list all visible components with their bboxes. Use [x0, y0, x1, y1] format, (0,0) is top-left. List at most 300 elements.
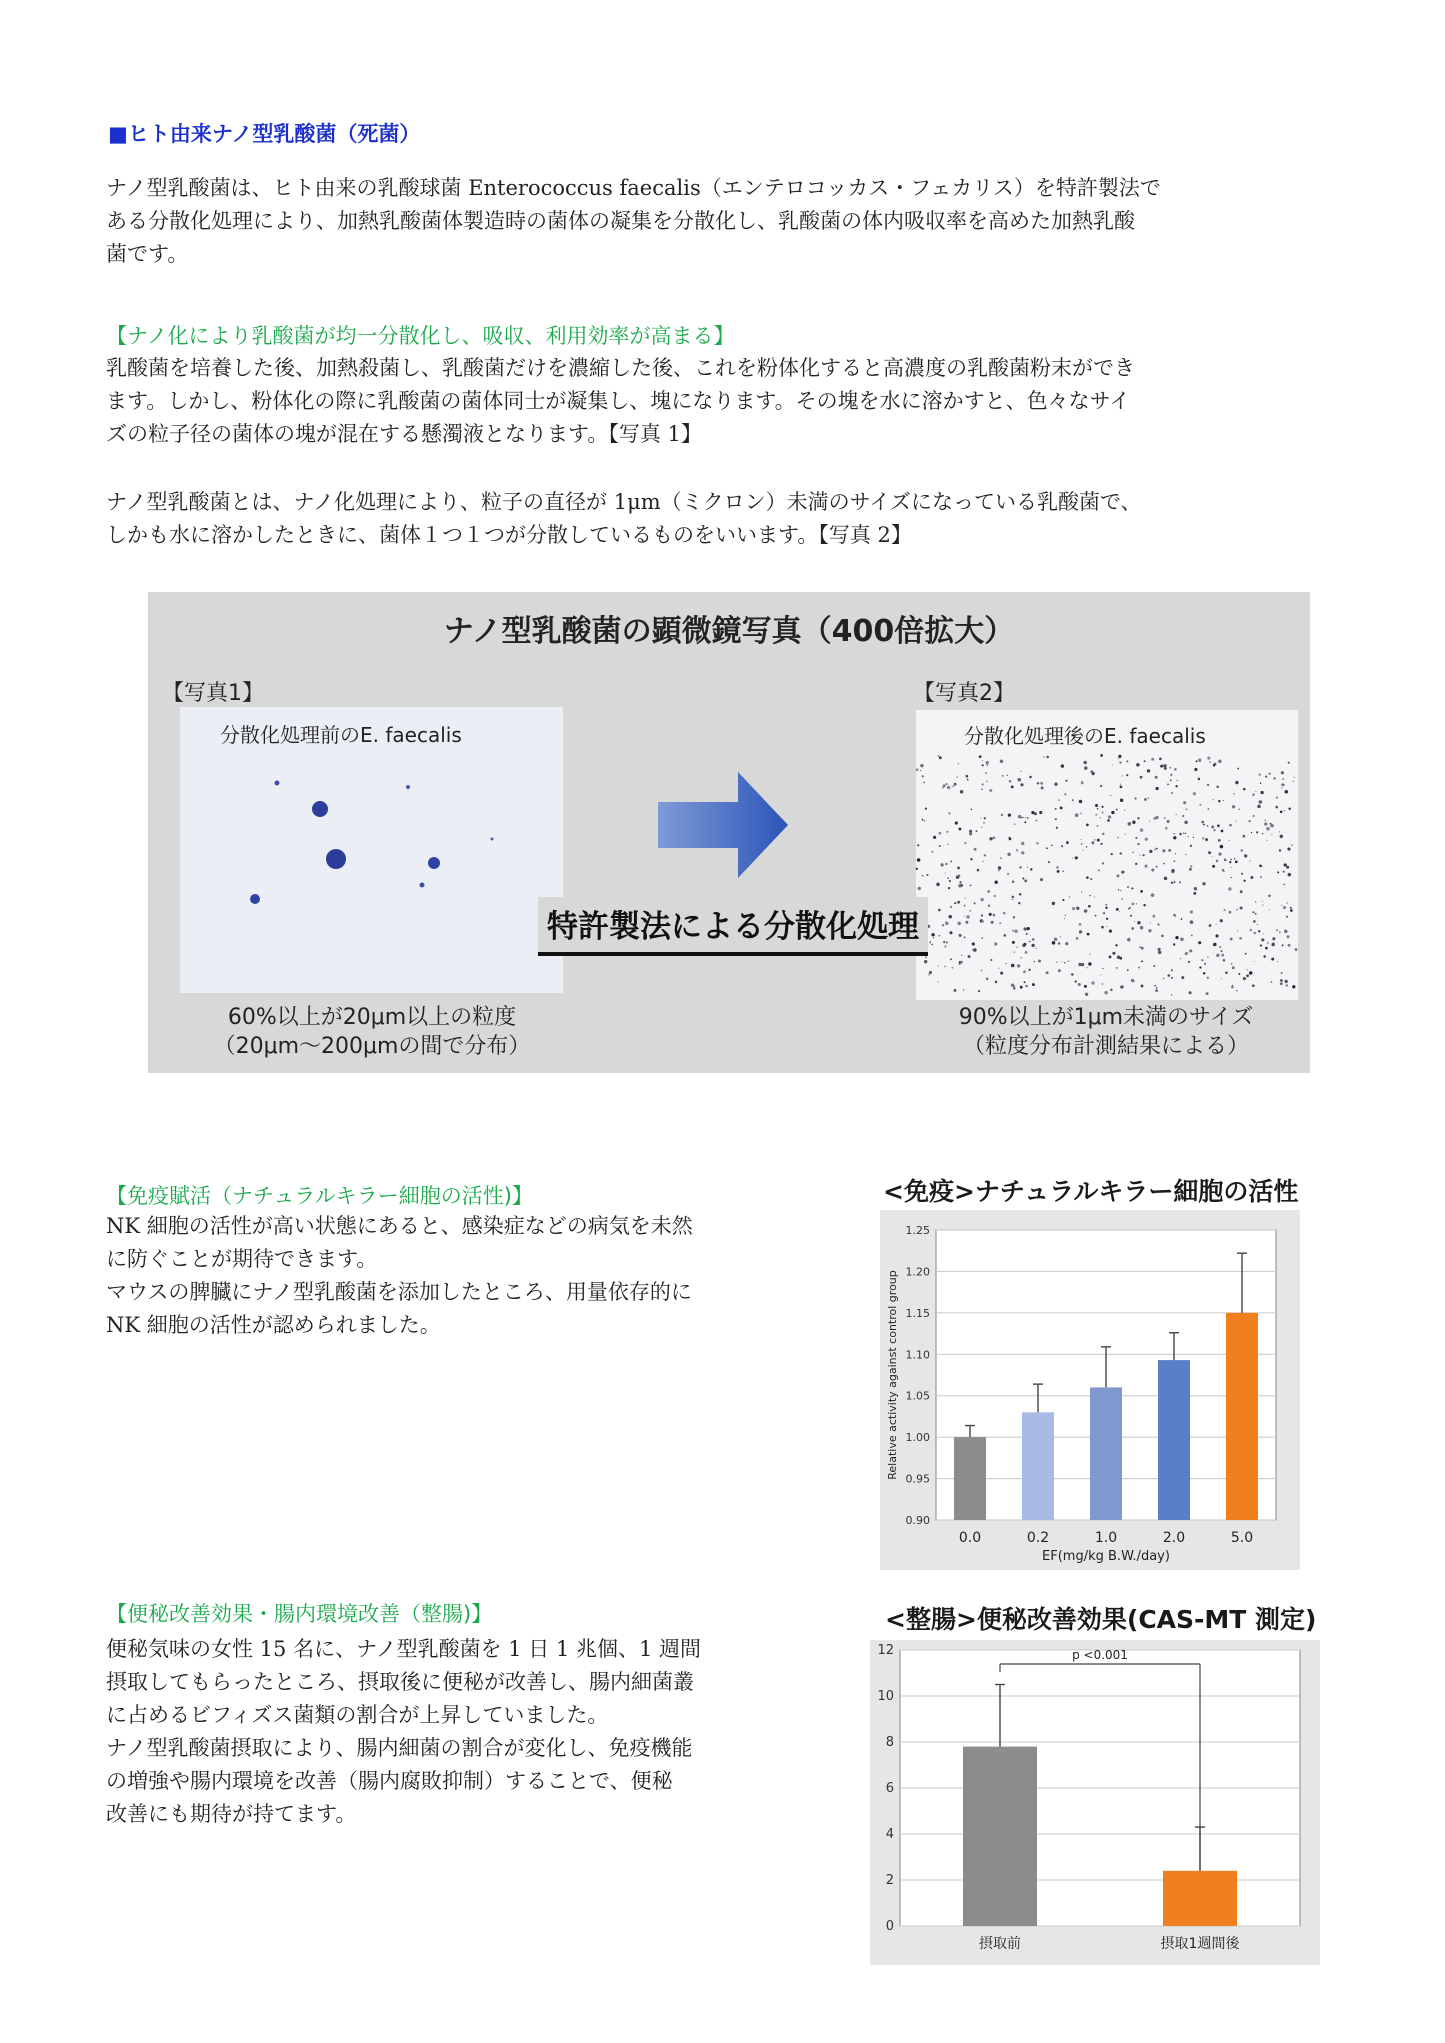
speckle — [1135, 798, 1137, 800]
speckle — [1100, 817, 1101, 818]
speckle — [1273, 942, 1274, 943]
speckle — [1109, 955, 1112, 958]
speckle — [1250, 929, 1252, 931]
speckle — [1007, 853, 1010, 856]
speckle — [998, 866, 1001, 869]
speckle — [1120, 799, 1124, 803]
nano-paragraph — [106, 352, 1356, 451]
speckle — [1056, 962, 1057, 963]
speckle — [1025, 985, 1027, 987]
speckle — [1141, 961, 1143, 963]
speckle — [1041, 787, 1044, 790]
speckle — [1170, 780, 1172, 782]
speckle — [1241, 873, 1243, 875]
speckle — [959, 881, 961, 883]
speckle — [1256, 831, 1258, 833]
speckle — [981, 914, 983, 916]
speckle — [1160, 765, 1163, 768]
speckle — [1285, 790, 1289, 794]
speckle — [1243, 880, 1245, 882]
speckle — [1144, 865, 1147, 868]
speckle — [1071, 973, 1074, 976]
speckle — [982, 764, 984, 766]
speckle — [1030, 868, 1032, 870]
speckle — [1183, 832, 1185, 834]
speckle — [1108, 815, 1111, 818]
speckle — [1102, 983, 1104, 985]
speckle — [980, 898, 984, 902]
gut-line: 改善にも期待が持てます。 — [106, 1802, 357, 1826]
speckle — [1263, 955, 1265, 957]
y-tick-label: 1.05 — [905, 1389, 930, 1403]
speckle — [1282, 778, 1284, 780]
speckle — [1097, 825, 1099, 827]
speckle — [1031, 944, 1034, 947]
nano-line: ます。しかし、粉体化の際に乳酸菌の菌体同士が凝集し、塊になります。その塊を水に溶かすと、色々なサイ — [106, 389, 1131, 413]
speckle — [989, 789, 992, 792]
y-tick-label: 1.25 — [905, 1224, 930, 1237]
speckle — [1084, 766, 1087, 769]
speckle — [1115, 944, 1117, 946]
speckle — [1173, 860, 1175, 862]
speckle — [1090, 878, 1092, 880]
nano-line: 乳酸菌を培養した後、加熱殺菌し、乳酸菌だけを濃縮した後、これを粉体化すると高濃度の乳酸菌粉末ができ — [106, 356, 1135, 380]
speckle — [1151, 893, 1155, 897]
speckle — [1286, 866, 1289, 869]
speckle — [964, 936, 966, 938]
speckle — [981, 789, 982, 790]
speckle — [1283, 906, 1286, 909]
speckle — [1063, 871, 1065, 873]
speckle — [1078, 983, 1081, 986]
speckle — [1124, 833, 1125, 834]
speckle — [1106, 926, 1107, 927]
speckle — [1223, 800, 1224, 801]
speckle — [1000, 760, 1004, 764]
speckle — [1149, 820, 1150, 821]
speckle — [968, 955, 971, 958]
speckle — [1180, 958, 1181, 959]
speckle — [1013, 986, 1016, 989]
speckle — [1079, 800, 1083, 804]
speckle — [1188, 961, 1190, 963]
speckle — [1060, 936, 1061, 937]
speckle — [1001, 814, 1004, 817]
speckle — [1264, 822, 1267, 825]
speckle — [1263, 933, 1264, 934]
speckle — [1084, 985, 1087, 988]
speckle — [964, 905, 966, 907]
speckle — [1130, 915, 1132, 917]
speckle — [1229, 824, 1232, 827]
speckle — [947, 844, 948, 845]
speckle — [995, 981, 997, 983]
speckle — [965, 898, 966, 899]
speckle — [1293, 780, 1294, 781]
speckle — [1290, 907, 1292, 909]
speckle — [1171, 970, 1173, 972]
speckle — [1038, 959, 1041, 962]
speckle — [1085, 993, 1088, 996]
speckle — [1271, 958, 1274, 961]
speckle — [1243, 788, 1246, 791]
speckle — [922, 875, 924, 877]
speckle — [1198, 759, 1201, 762]
speckle — [1141, 985, 1144, 988]
speckle — [992, 836, 995, 839]
speckle — [1207, 977, 1209, 979]
speckle — [1128, 908, 1130, 910]
speckle — [938, 755, 940, 757]
speckle — [1175, 916, 1176, 917]
speckle — [1079, 930, 1082, 933]
speckle — [1198, 778, 1201, 781]
speckle — [1229, 861, 1231, 863]
speckle — [1229, 911, 1232, 914]
speckle — [1029, 776, 1031, 778]
speckle — [1253, 932, 1255, 934]
speckle — [1055, 808, 1057, 810]
speckle — [1203, 824, 1205, 826]
speckle — [1199, 804, 1201, 806]
speckle — [1100, 754, 1103, 757]
speckle — [981, 920, 984, 923]
microscope-panel — [148, 592, 1310, 1073]
speckle — [1127, 886, 1129, 888]
y-tick-label: 1.15 — [905, 1306, 930, 1320]
speckle — [1170, 774, 1172, 776]
speckle — [1143, 904, 1145, 906]
speckle — [920, 770, 921, 771]
speckle — [1095, 814, 1097, 816]
speckle — [1179, 833, 1182, 836]
speckle — [938, 909, 941, 912]
x-tick-label: 1.0 — [1094, 1530, 1118, 1546]
speckle — [1135, 863, 1137, 865]
speckle — [1201, 959, 1203, 961]
speckle — [989, 837, 992, 840]
speckle — [1173, 836, 1176, 839]
speckle — [1239, 937, 1242, 940]
speckle — [1019, 866, 1021, 868]
speckle — [1012, 941, 1015, 944]
speckle — [1151, 869, 1154, 872]
speckle — [1032, 983, 1035, 986]
speckle — [1213, 799, 1214, 800]
speckle — [1281, 972, 1283, 974]
speckle — [1262, 866, 1263, 867]
speckle — [1173, 943, 1175, 945]
speckle — [950, 906, 952, 908]
speckle — [1102, 862, 1104, 864]
gut-line: 便秘気味の女性 15 名に、ナノ型乳酸菌を 1 日 1 兆個、1 週間 — [106, 1637, 702, 1661]
speckle — [1230, 859, 1232, 861]
speckle — [1230, 867, 1231, 868]
x-tick-label: 2.0 — [1162, 1530, 1186, 1546]
speckle — [923, 782, 924, 783]
speckle — [943, 784, 946, 787]
speckle — [1265, 947, 1268, 950]
speckle — [1260, 782, 1261, 783]
x-axis-label: EF(mg/kg B.W./day) — [1042, 1549, 1170, 1564]
speckle — [1184, 821, 1187, 824]
speckle — [977, 869, 980, 872]
speckle — [1056, 827, 1058, 829]
speckle — [1036, 842, 1038, 844]
speckle — [1284, 810, 1285, 811]
speckle — [1201, 821, 1204, 824]
speckle — [1021, 842, 1024, 845]
speckle — [978, 990, 980, 992]
speckle — [1119, 852, 1121, 854]
speckle — [1245, 953, 1247, 955]
y-tick-label: 0.95 — [905, 1472, 930, 1486]
speckle — [1036, 820, 1038, 822]
speckle — [1253, 920, 1256, 923]
speckle — [1076, 937, 1079, 940]
speckle — [1260, 791, 1263, 794]
speckle — [947, 877, 949, 879]
speckle — [1090, 770, 1093, 773]
speckle — [1234, 858, 1236, 860]
speckle — [1233, 793, 1234, 794]
speckle — [998, 968, 999, 969]
speckle — [956, 776, 958, 778]
speckle — [1058, 942, 1060, 944]
speckle — [958, 763, 960, 765]
speckle — [1284, 930, 1288, 934]
speckle — [950, 861, 952, 863]
intro-line: ナノ型乳酸菌は、ヒト由来の乳酸球菌 Enterococcus faecalis（エンテロコッカス・フェカリス）を特許製法で — [106, 176, 1161, 200]
speckle — [1207, 757, 1210, 760]
speckle — [1284, 863, 1287, 866]
speckle — [945, 863, 947, 865]
nano-line: しかも水に溶かしたときに、菌体１つ１つが分散しているものをいいます。【写真 2】 — [106, 523, 912, 547]
speckle — [1161, 935, 1164, 938]
y-tick-label: 1.10 — [905, 1348, 930, 1362]
speckle — [1048, 861, 1050, 863]
speckle — [1175, 785, 1177, 787]
speckle — [1140, 890, 1143, 893]
speckle — [1027, 817, 1029, 819]
speckle — [1213, 764, 1216, 767]
speckle — [1280, 982, 1283, 985]
speckle — [1100, 843, 1102, 845]
speckle — [1018, 778, 1022, 782]
photo1-label: 【写真1】 — [162, 681, 264, 706]
speckle — [1131, 927, 1134, 930]
speckle — [1031, 811, 1034, 814]
speckle — [1277, 871, 1279, 873]
speckle — [1138, 966, 1140, 968]
speckle — [1088, 962, 1091, 965]
speckle — [1118, 889, 1119, 890]
speckle — [1199, 966, 1201, 968]
nano-paragraph-2 — [106, 486, 1356, 552]
speckle — [952, 786, 953, 787]
speckle — [1054, 783, 1057, 786]
photo2-label: 【写真2】 — [913, 681, 1015, 706]
speckle — [951, 967, 953, 969]
speckle — [965, 775, 968, 778]
speckle — [1081, 891, 1082, 892]
speckle — [1218, 800, 1221, 803]
speckle — [1153, 965, 1155, 967]
speckle — [1171, 977, 1173, 979]
x-tick-label: 0.2 — [1026, 1530, 1050, 1546]
speckle — [1286, 916, 1288, 918]
speckle — [1020, 771, 1021, 772]
photo2-caption — [896, 1003, 1316, 1061]
y-axis-label: Relative activity against control group — [886, 1270, 899, 1480]
photo2-caption-line1: 90%以上が1μm未満のサイズ — [958, 1005, 1254, 1030]
speckle — [1243, 977, 1246, 980]
speckle — [976, 830, 978, 832]
speckle — [1088, 905, 1091, 908]
speckle — [1026, 933, 1028, 935]
speckle — [939, 845, 941, 847]
speckle — [924, 960, 927, 963]
speckle — [1236, 820, 1237, 821]
speckle — [1220, 950, 1222, 952]
speckle — [1012, 896, 1015, 899]
speckle — [1126, 774, 1128, 776]
speckle — [1205, 838, 1208, 841]
speckle — [1275, 806, 1278, 809]
speckle — [1083, 761, 1087, 765]
speckle — [1040, 782, 1043, 785]
speckle — [982, 783, 984, 785]
bar — [963, 1747, 1037, 1926]
speckle — [1149, 850, 1152, 853]
speckle — [1075, 813, 1079, 817]
speckle — [1065, 942, 1068, 945]
gut-chart — [870, 1640, 1320, 1965]
speckle — [1143, 854, 1145, 856]
speckle — [1102, 812, 1104, 814]
speckle — [1112, 952, 1115, 955]
speckle — [1126, 760, 1128, 762]
speckle — [1224, 859, 1227, 862]
speckle — [945, 922, 948, 925]
speckle — [1019, 893, 1022, 896]
gut-line: ナノ型乳酸菌摂取により、腸内細菌の割合が変化し、免疫機能 — [106, 1736, 693, 1760]
speckle — [994, 895, 996, 897]
speckle — [1216, 860, 1219, 863]
speckle — [1190, 845, 1192, 847]
speckle — [1173, 914, 1175, 916]
speckle — [1280, 811, 1283, 814]
speckle — [929, 942, 930, 943]
speckle — [1118, 837, 1119, 838]
section-title: ■ヒト由来ナノ型乳酸菌（死菌） — [108, 122, 421, 146]
speckle — [1173, 833, 1174, 834]
speckle — [957, 901, 960, 904]
speckle — [1091, 981, 1094, 984]
speckle — [1025, 817, 1026, 818]
speckle — [1165, 827, 1168, 830]
speckle — [1269, 909, 1270, 910]
speckle — [979, 755, 982, 758]
speckle — [1156, 848, 1158, 850]
speckle — [987, 890, 990, 893]
speckle — [1223, 870, 1225, 872]
speckle — [995, 881, 998, 884]
speckle — [1094, 839, 1095, 840]
speckle — [1064, 962, 1066, 964]
speckle — [1232, 966, 1235, 969]
speckle — [1033, 961, 1035, 963]
speckle — [1134, 981, 1135, 982]
photo2-image — [916, 710, 1298, 1000]
speckle — [958, 874, 961, 877]
speckle — [985, 761, 988, 764]
speckle — [1003, 912, 1006, 915]
speckle — [1213, 829, 1215, 831]
speckle — [982, 760, 983, 761]
speckle — [1268, 895, 1270, 897]
speckle — [1171, 792, 1173, 794]
speckle — [980, 817, 981, 818]
speckle — [1109, 930, 1112, 933]
speckle — [1084, 909, 1088, 913]
speckle — [993, 914, 996, 917]
speckle — [1185, 952, 1188, 955]
direction-arrow-icon — [658, 772, 788, 878]
speckle — [1131, 887, 1133, 889]
speckle — [946, 941, 948, 943]
speckle — [1014, 952, 1015, 953]
speckle — [925, 956, 927, 958]
speckle — [1057, 870, 1060, 873]
speckle — [1251, 832, 1252, 833]
speckle — [1170, 767, 1172, 769]
speckle — [1236, 909, 1238, 911]
speckle — [948, 887, 950, 889]
speckle — [1217, 824, 1220, 827]
speckle — [1290, 909, 1293, 912]
speckle — [931, 933, 934, 936]
speckle — [1212, 865, 1215, 868]
speckle — [1247, 969, 1248, 970]
speckle — [1183, 801, 1186, 804]
speckle — [1032, 938, 1035, 941]
speckle — [999, 922, 1001, 924]
speckle — [1176, 814, 1177, 815]
speckle — [1224, 909, 1226, 911]
speckle — [986, 781, 988, 783]
speckle — [944, 966, 946, 968]
speckle — [1028, 969, 1030, 971]
speckle — [1037, 782, 1040, 785]
speckle — [1064, 793, 1066, 795]
speckle — [1223, 959, 1226, 962]
intro-line: 菌です。 — [106, 242, 189, 266]
speckle — [1252, 911, 1254, 913]
speckle — [960, 790, 964, 794]
speckle — [1157, 924, 1159, 926]
speckle — [984, 817, 986, 819]
speckle — [1072, 907, 1075, 910]
speckle — [961, 955, 962, 956]
bar — [1163, 1871, 1237, 1926]
speckle — [1144, 798, 1147, 801]
speckle — [1235, 781, 1238, 784]
y-tick-label: 10 — [877, 1689, 894, 1704]
speckle — [1151, 758, 1154, 761]
speckle — [1117, 874, 1120, 877]
speckle — [1046, 971, 1049, 974]
